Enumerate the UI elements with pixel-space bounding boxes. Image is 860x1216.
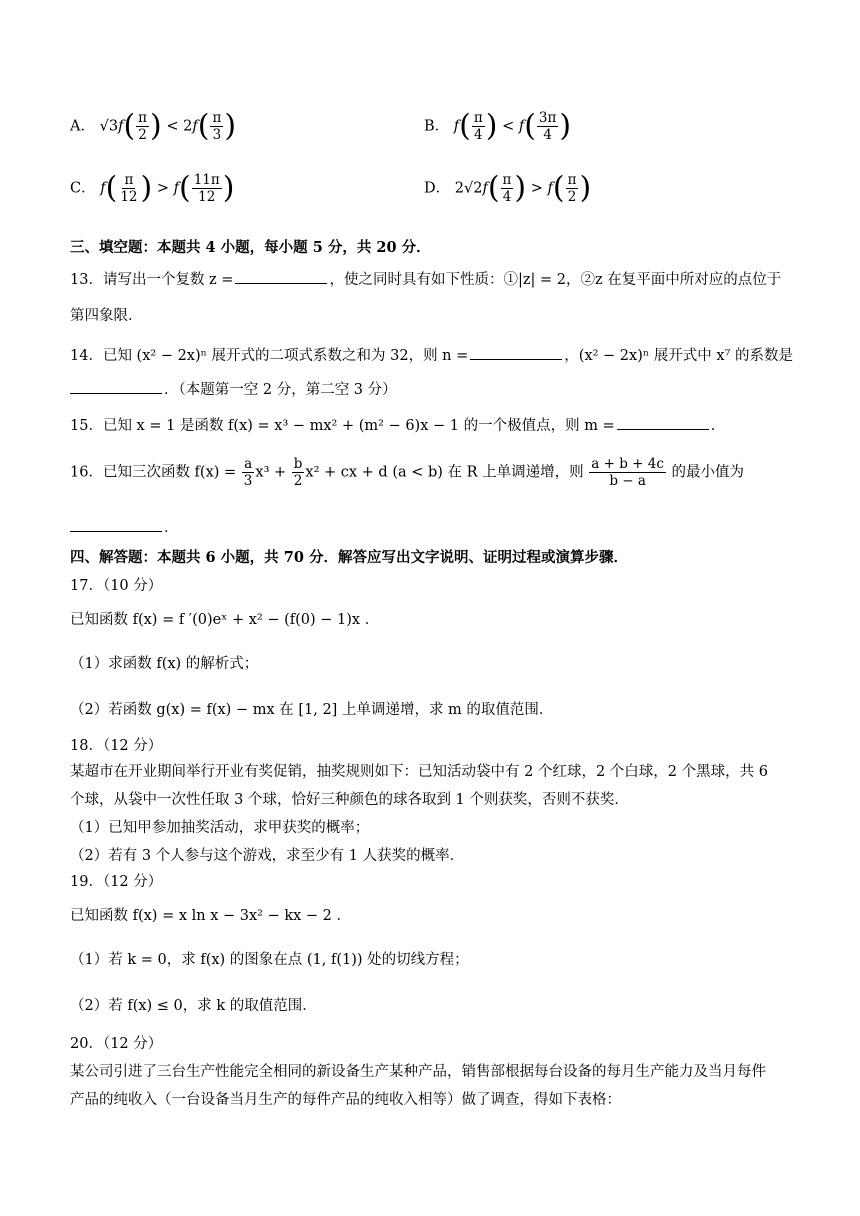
answer-blank[interactable] <box>235 269 327 284</box>
question-19-sub2: （2）若 f(x) ≤ 0，求 k 的取值范围． <box>70 998 317 1014</box>
question-19-stem: 已知函数 f(x) = x ln x − 3x² − kx − 2 ． <box>70 908 352 924</box>
section-heading-fill-in: 三、填空题：本题共 4 小题，每小题 5 分，共 20 分． <box>70 239 431 256</box>
question-16-cont: ． <box>70 516 179 537</box>
question-13-cont: 第四象限． <box>70 308 143 324</box>
answer-blank[interactable] <box>70 517 162 532</box>
question-17-sub2: （2）若函数 g(x) = f(x) − mx 在 [1, 2] 上单调递增，求 m 的取值范围． <box>70 702 554 718</box>
question-20-stem2: 产品的纯收入（一台设备当月生产的每件产品的纯收入相等）做了调查，得如下表格： <box>70 1092 621 1108</box>
option-b: B． f( $\frac{\pi}{4}$ ) < f( $\frac{3\pi}{4}$ ) <box>424 108 572 144</box>
fraction: $\frac{\pi}{12}$ <box>120 172 138 205</box>
option-d: D． 2√2f( $\frac{\pi}{4}$ ) > f( $\frac{\pi}{2}$ ) <box>424 170 592 206</box>
fraction: $\frac{3\pi}{4}$ <box>538 110 557 143</box>
option-c-label: C． <box>70 180 96 197</box>
option-c: C． f( $\frac{\pi}{12}$ ) > f( $\frac{11\pi}{12}$ ) <box>70 170 235 206</box>
question-18-stem1: 某超市在开业期间举行开业有奖促销，抽奖规则如下：已知活动袋中有 2 个红球，2 个白球，2 个黑球，共 6 <box>70 764 768 780</box>
question-17-stem: 已知函数 f(x) = f ′(0)eˣ + x² − (f(0) − 1)x ． <box>70 612 380 628</box>
question-18-stem2: 个球，从袋中一次性任取 3 个球，恰好三种颜色的球各取到 1 个则获奖，否则不获奖． <box>70 792 629 808</box>
question-17-sub1: （1）求函数 f(x) 的解析式； <box>70 656 259 672</box>
answer-blank[interactable] <box>617 415 709 430</box>
question-20-title: 20．（12 分） <box>70 1036 163 1052</box>
question-16: 16．已知三次函数 f(x) = $\frac{a}{3}$ x³ + $\frac{b}{2}$ x² + cx + d (a < b) 在 R 上单调递增，则 $\frac{a + b + 4c}{b - a}$ 的最小值为 <box>70 456 745 489</box>
option-d-label: D． <box>424 180 451 197</box>
question-19-title: 19．（12 分） <box>70 874 163 890</box>
question-14: 14．已知 (x² − 2x)ⁿ 展开式的二项式系数之和为 32，则 n = ，(x² − 2x)ⁿ 展开式中 x⁷ 的系数是 <box>70 344 793 365</box>
fraction: $\frac{b}{2}$ <box>293 456 303 489</box>
section-heading-solve: 四、解答题：本题共 6 小题，共 70 分．解答应写出文字说明、证明过程或演算步骤． <box>70 549 628 566</box>
fraction: $\frac{a + b + 4c}{b - a}$ <box>591 456 664 489</box>
fraction: $\frac{\pi}{4}$ <box>473 110 483 143</box>
fraction: $\frac{a}{3}$ <box>243 456 253 489</box>
question-13: 13．请写出一个复数 z = ，使之同时具有如下性质：①|z| = 2，②z 在复平面中所对应的点位于 <box>70 268 781 289</box>
question-18-title: 18．（12 分） <box>70 738 163 754</box>
question-18-sub2: （2）若有 3 个人参与这个游戏，求至少有 1 人获奖的概率． <box>70 848 465 864</box>
answer-blank[interactable] <box>470 345 562 360</box>
option-b-label: B． <box>424 118 450 135</box>
option-a: A． √3f( $\frac{\pi}{2}$ ) < 2f( $\frac{\pi}{3}$ ) <box>70 108 237 144</box>
question-19-sub1: （1）若 k = 0，求 f(x) 的图象在点 (1, f(1)) 处的切线方程； <box>70 952 469 968</box>
question-17-title: 17．（10 分） <box>70 578 163 594</box>
fraction: $\frac{\pi}{3}$ <box>212 110 222 143</box>
fraction: $\frac{\pi}{2}$ <box>567 172 577 205</box>
option-a-label: A． <box>70 118 95 135</box>
question-15: 15．已知 x = 1 是函数 f(x) = x³ − mx² + (m² − 6)x − 1 的一个极值点，则 m = ． <box>70 414 725 435</box>
fraction: $\frac{11\pi}{12}$ <box>193 172 220 205</box>
fraction: $\frac{\pi}{4}$ <box>502 172 512 205</box>
question-14-cont: ．（本题第一空 2 分，第二空 3 分） <box>70 378 397 399</box>
question-18-sub1: （1）已知甲参加抽奖活动，求甲获奖的概率； <box>70 820 370 836</box>
answer-blank[interactable] <box>70 379 162 394</box>
fraction: $\frac{\pi}{2}$ <box>138 110 148 143</box>
question-20-stem1: 某公司引进了三台生产性能完全相同的新设备生产某种产品，销售部根据每台设备的每月生产能力及当月每件 <box>70 1064 766 1080</box>
